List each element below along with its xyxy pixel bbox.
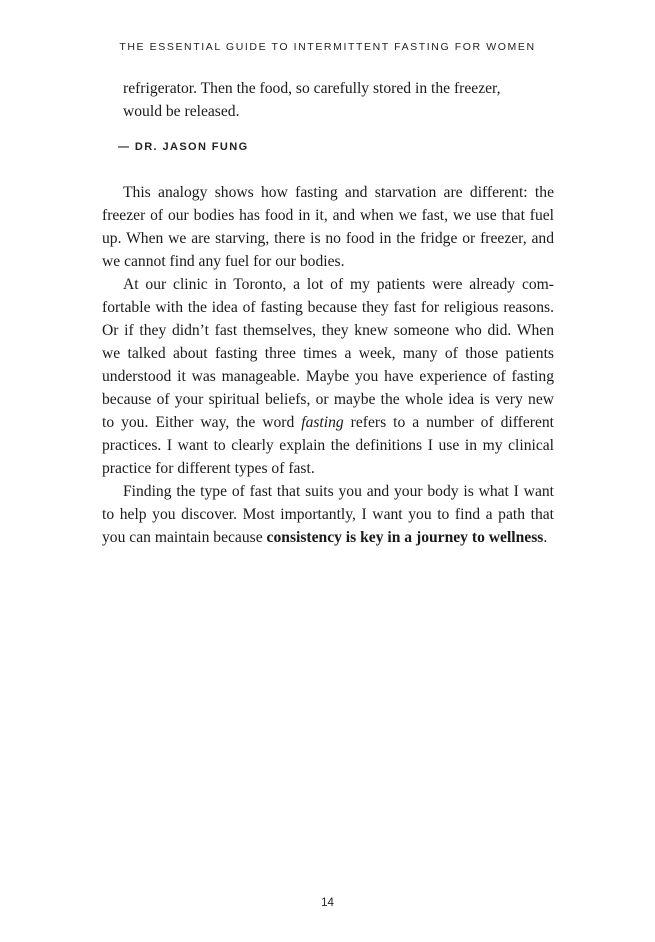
body-text	[102, 181, 554, 549]
paragraph-3-bold: consistency is key in a journey to wellness	[266, 529, 544, 546]
paragraph-2-text-a: At our clinic in Toronto, a lot of my patients were already comfortable with the idea of fasting because they fast for religious reasons. Or if they didn’t fast themselves, they knew someone who did. When we talked about fasting three times a week, many of those patients understood it was manageable. Maybe you have experience of fasting because of your spiritual beliefs, or maybe the whole idea is very new to you. Either way, the word	[102, 276, 554, 431]
paragraph-3-text-b: .	[543, 529, 548, 546]
paragraph-2-text-b: refers to a number of different practices. I want to clearly explain the definitions I use in my clinical practice for different types of fast.	[102, 414, 555, 477]
paragraph-3	[102, 480, 554, 549]
page-number: 14	[321, 897, 334, 909]
block-quote	[123, 77, 543, 123]
paragraph-2	[102, 273, 554, 480]
paragraph-1: This analogy shows how fasting and starvation are different: the freezer of our bodies has food in it, and when we fast, we use that fuel up. When we are starving, there is no food in the fridge or freezer, and we cannot find any fuel for our bodies.	[102, 184, 554, 270]
quote-text: refrigerator. Then the food, so carefully stored in the freezer, would be released.	[123, 80, 501, 120]
running-head: THE ESSENTIAL GUIDE TO INTERMITTENT FASTING FOR WOMEN	[119, 41, 536, 53]
paragraph-3-text-a: Finding the type of fast that suits you and your body is what I want to help you discover. Most importantly, I want you to find a path that you can maintain because	[102, 483, 554, 546]
paragraph-2-emphasis: fasting	[301, 414, 344, 431]
quote-attribution: — DR. JASON FUNG	[118, 141, 249, 153]
